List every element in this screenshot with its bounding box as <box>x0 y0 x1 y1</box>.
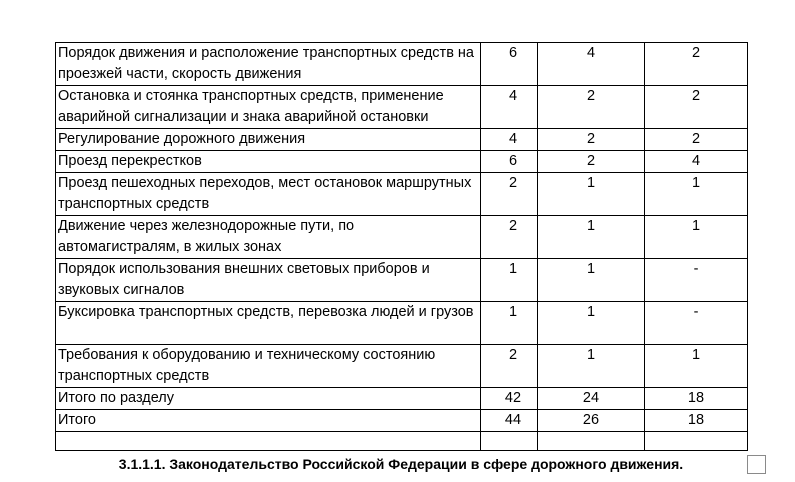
theory-hours-cell: 4 <box>538 43 645 86</box>
total-hours-cell: 6 <box>481 151 538 173</box>
practice-hours-cell: 2 <box>645 86 748 129</box>
topic-cell: Итого <box>56 410 481 432</box>
practice-hours-cell: 1 <box>645 173 748 216</box>
table-row <box>56 43 748 86</box>
empty-table-row <box>56 432 748 451</box>
checkbox-square-icon[interactable] <box>747 455 766 474</box>
topic-cell: Движение через железнодорожные пути, по автомагистралям, в жилых зонах <box>56 216 481 259</box>
topics-table <box>55 42 748 451</box>
topic-cell: Буксировка транспортных средств, перевозка людей и грузов <box>56 302 481 345</box>
table-row <box>56 388 748 410</box>
theory-hours-cell: 2 <box>538 86 645 129</box>
practice-hours-cell: - <box>645 302 748 345</box>
topic-cell: Проезд пешеходных переходов, мест остановок маршрутных транспортных средств <box>56 173 481 216</box>
empty-cell <box>481 432 538 451</box>
total-hours-cell: 2 <box>481 173 538 216</box>
table-row <box>56 129 748 151</box>
theory-hours-cell: 24 <box>538 388 645 410</box>
table-row <box>56 259 748 302</box>
topic-cell: Порядок использования внешних световых приборов и звуковых сигналов <box>56 259 481 302</box>
topic-cell: Порядок движения и расположение транспортных средств на проезжей части, скорость движения <box>56 43 481 86</box>
theory-hours-cell: 2 <box>538 129 645 151</box>
table-row <box>56 151 748 173</box>
topic-cell: Остановка и стоянка транспортных средств, применение аварийной сигнализации и знака аварийной остановки <box>56 86 481 129</box>
theory-hours-cell: 26 <box>538 410 645 432</box>
total-hours-cell: 1 <box>481 302 538 345</box>
theory-hours-cell: 1 <box>538 345 645 388</box>
practice-hours-cell: 1 <box>645 216 748 259</box>
table-row <box>56 173 748 216</box>
practice-hours-cell: 4 <box>645 151 748 173</box>
empty-cell <box>645 432 748 451</box>
table-row <box>56 216 748 259</box>
practice-hours-cell: 18 <box>645 410 748 432</box>
total-hours-cell: 4 <box>481 86 538 129</box>
empty-cell <box>56 432 481 451</box>
theory-hours-cell: 1 <box>538 216 645 259</box>
theory-hours-cell: 1 <box>538 302 645 345</box>
table-row <box>56 302 748 345</box>
theory-hours-cell: 2 <box>538 151 645 173</box>
table-row <box>56 410 748 432</box>
total-hours-cell: 2 <box>481 345 538 388</box>
total-hours-cell: 42 <box>481 388 538 410</box>
total-hours-cell: 6 <box>481 43 538 86</box>
practice-hours-cell: - <box>645 259 748 302</box>
practice-hours-cell: 2 <box>645 43 748 86</box>
topic-cell: Проезд перекрестков <box>56 151 481 173</box>
practice-hours-cell: 1 <box>645 345 748 388</box>
topic-cell: Итого по разделу <box>56 388 481 410</box>
total-hours-cell: 4 <box>481 129 538 151</box>
practice-hours-cell: 2 <box>645 129 748 151</box>
theory-hours-cell: 1 <box>538 259 645 302</box>
total-hours-cell: 44 <box>481 410 538 432</box>
practice-hours-cell: 18 <box>645 388 748 410</box>
topic-cell: Требования к оборудованию и техническому состоянию транспортных средств <box>56 345 481 388</box>
theory-hours-cell: 1 <box>538 173 645 216</box>
table-row <box>56 345 748 388</box>
table-row <box>56 86 748 129</box>
topic-cell: Регулирование дорожного движения <box>56 129 481 151</box>
section-heading: 3.1.1.1. Законодательство Российской Федерации в сфере дорожного движения. <box>118 456 684 472</box>
total-hours-cell: 2 <box>481 216 538 259</box>
empty-cell <box>538 432 645 451</box>
total-hours-cell: 1 <box>481 259 538 302</box>
